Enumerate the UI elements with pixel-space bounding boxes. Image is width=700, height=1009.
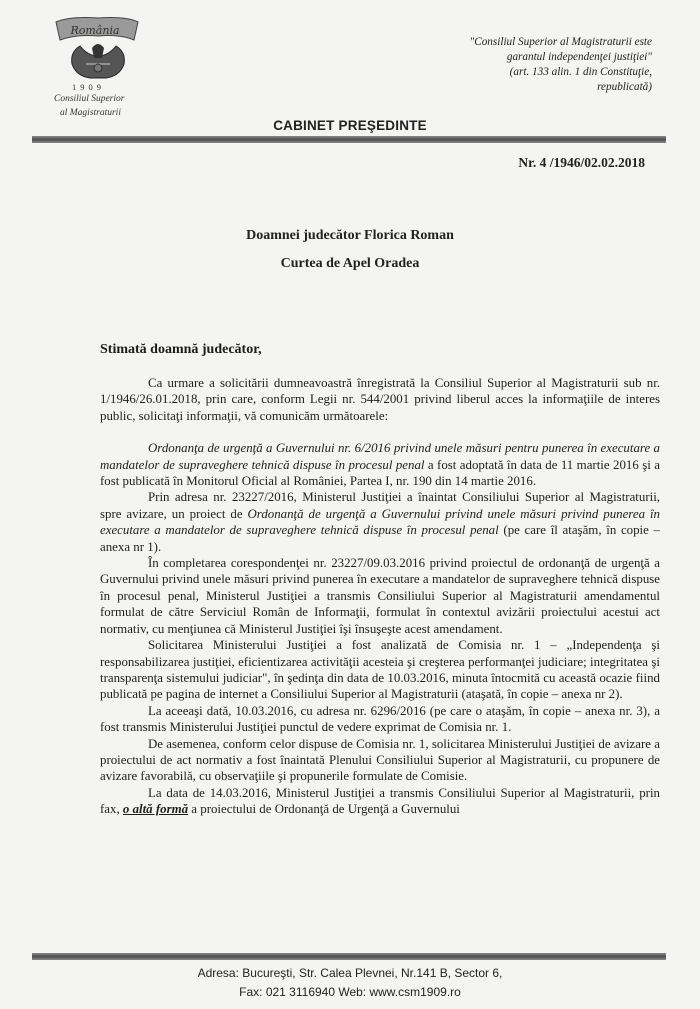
logo-banner-text: România — [70, 24, 120, 37]
paragraph-text: Prin adresa nr. 23227/2016, Ministerul Justiţiei a înaintat Consiliului Superior al Magistraturii, spre avizare, un proiect de — [100, 490, 660, 521]
addressee-court: Curtea de Apel Oradea — [280, 256, 420, 271]
emphasis-text: o altă formă — [122, 802, 189, 817]
salutation: Stimată doamnă judecător, — [100, 342, 262, 357]
csm-logo — [50, 12, 145, 130]
paragraph — [100, 440, 660, 489]
constitution-motto — [382, 35, 652, 95]
cabinet-title: CABINET PREŞEDINTE — [273, 118, 427, 133]
logo-year: 1909 — [72, 82, 105, 92]
paragraph: Solicitarea Ministerului Justiţiei a fost analizată de Comisia nr. 1 – „Independenţa şi responsabilizarea justiţiei, eficientizarea activităţii acesteia şi creşterea performanţei judiciare; integritatea şi transparenţa sistemului judiciar", în şedinţa din data de 10.03.2016, minuta întocmită cu această ocazie fiind publicată pe pagina de internet a Consiliului Superior al Magistraturii (ataşată, în copie – anexa nr 2). — [100, 638, 660, 702]
emphasis-text: Ordonanţa de urgenţă a Guvernului nr. 6/2016 privind unele măsuri pentru punerea în executare a mandatelor de supraveghere tehnică dispuse în procesul penal — [100, 441, 660, 472]
motto-line: (art. 133 alin. 1 din Constituţie, — [509, 66, 652, 78]
footer-divider — [32, 953, 666, 960]
logo-name-line2: al Magistraturii — [60, 108, 121, 118]
paragraph-text: La data de 14.03.2016, Ministerul Justiţiei a transmis Consiliului Superior al Magistraturii, prin fax, — [100, 785, 660, 817]
paragraph — [100, 489, 660, 555]
paragraph: De asemenea, conform celor dispuse de Comisia nr. 1, solicitarea Ministerului Justiţiei de avizare a proiectului de act normativ a fost înaintată Plenului Consiliului Superior al Magistraturii, cu propunere de avizare favorabilă, cu observaţiile şi propunerile formulate de Comisie. — [100, 736, 660, 784]
motto-line: republicată) — [597, 81, 652, 93]
footer-contact: Fax: 021 3116940 Web: www.csm1909.ro — [239, 985, 461, 999]
motto-line: "Consiliul Superior al Magistraturii este — [469, 36, 652, 48]
addressee-name: Doamnei judecător Florica Roman — [246, 228, 454, 243]
paragraph: La aceeaşi dată, 10.03.2016, cu adresa nr. 6296/2016 (pe care o ataşăm, în copie – anexa nr. 3), a fost transmis Ministerului Justiţiei punctul de vedere exprimat de Comisia nr. 1. — [100, 703, 660, 735]
footer-address: Adresa: Bucureşti, Str. Calea Plevnei, Nr.141 B, Sector 6, — [197, 966, 503, 980]
paragraph: Ca urmare a solicitării dumneavoastră înregistrată la Consiliul Superior al Magistraturii sub nr. 1/1946/26.01.2018, prin care, conform Legii nr. 544/2001 privind liberul acces la informaţiile de interes public, solicitaţi informaţii, vă comunicăm următoarele: — [100, 376, 660, 423]
paragraph-text: (pe care îl ataşăm, în copie – anexa nr 1). — [100, 523, 660, 554]
paragraph-text: a fost adoptată în data de 11 martie 2016 şi a fost publicată în Monitorul Oficial al României, Partea I, nr. 190 din 14 martie 2016. — [100, 457, 660, 489]
registration-number: Nr. 4 /1946/02.02.2018 — [518, 155, 645, 170]
letter-body — [100, 375, 660, 818]
motto-line: garantul independenţei justiţiei" — [506, 51, 652, 63]
paragraph: În completarea corespondenţei nr. 23227/09.03.2016 privind proiectul de ordonanţă de urgenţă a Guvernului privind unele măsuri privind punerea în executare a mandatelor de supraveghere tehnică dispuse în procesul penal, Ministerul Justiţiei a transmis Consiliului Superior al Magistraturii amendamentul formulat de către Serviciul Român de Informaţii, formulat în contextul avizării proiectului acestui act normativ, cu menţiunea că Ministerul Justiţiei îşi însuşeşte acest amendament. — [100, 556, 660, 636]
header-divider — [32, 136, 666, 143]
paragraph — [100, 785, 660, 818]
paragraph-text: a proiectului de Ordonanţă de Urgenţă a Guvernului — [188, 802, 460, 817]
logo-name-line1: Consiliul Superior — [54, 94, 125, 104]
emphasis-text: Ordonanţă de urgenţă a Guvernului privind unele măsuri privind punerea în executare a mandatelor de supraveghere tehnică dispuse în procesul penal — [100, 506, 660, 538]
